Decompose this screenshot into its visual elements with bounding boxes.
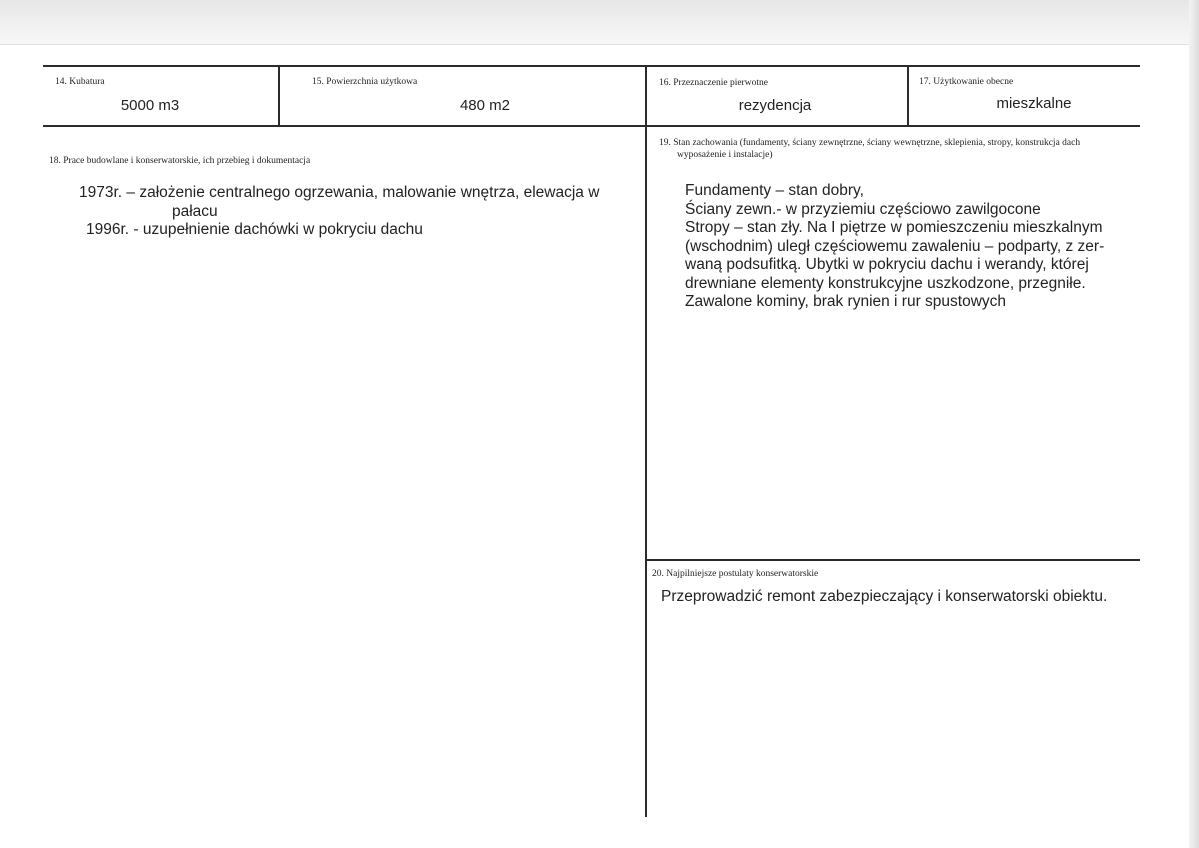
row1-bottom-rule bbox=[43, 125, 1140, 127]
divider-16-17 bbox=[907, 65, 909, 127]
field-19-label-line: wyposażenie i instalacje) bbox=[677, 150, 773, 160]
field-15-label: 15. Powierzchnia użytkowa bbox=[312, 77, 418, 87]
field-19-line: waną podsufitką. Ubytki w pokryciu dachu i werandy, której bbox=[685, 256, 1089, 273]
field-19-line: drewniane elementy konstrukcyjne uszkodzone, przegniłe. bbox=[685, 274, 1086, 292]
field-14-value: 5000 m3 bbox=[120, 97, 180, 114]
field-19-line: Zawalone kominy, brak rynien i rur spustowych bbox=[685, 293, 1007, 310]
top-rule bbox=[43, 65, 1140, 67]
field-15-value: 480 m2 bbox=[459, 97, 511, 114]
scan-right-edge bbox=[1189, 0, 1199, 848]
field-19-text bbox=[685, 182, 1135, 312]
field-20-text: Przeprowadzić remont zabezpieczający i konserwatorski obiektu. bbox=[661, 588, 1108, 605]
field-19-label-line: 19. Stan zachowania (fundamenty, ściany zewnętrzne, ściany wewnętrzne, sklepienia, stropy, konstrukcja dach bbox=[659, 138, 1081, 148]
field-19-line: Ściany zewn.- w przyziemiu częściowo zawilgocone bbox=[685, 200, 1041, 218]
field-19-line: Fundamenty – stan dobry, bbox=[685, 182, 864, 199]
field-18-line: pałacu bbox=[172, 202, 218, 220]
field-19-label bbox=[659, 137, 1080, 161]
scan-top-edge bbox=[0, 0, 1199, 45]
field-18-line: 1973r. – założenie centralnego ogrzewania, malowanie wnętrza, elewacja w bbox=[79, 184, 600, 201]
field-14-label: 14. Kubatura bbox=[55, 77, 105, 87]
divider-14-15 bbox=[278, 65, 280, 127]
field-18-line: 1996r. - uzupełnienie dachówki w pokryciu dachu bbox=[86, 221, 423, 238]
field-16-value: rezydencja bbox=[738, 97, 812, 114]
row-20-rule bbox=[645, 559, 1140, 561]
field-16-label: 16. Przeznaczenie pierwotne bbox=[659, 78, 768, 88]
divider-main bbox=[645, 65, 647, 817]
field-19-line: Stropy – stan zły. Na I piętrze w pomieszczeniu mieszkalnym bbox=[685, 219, 1103, 236]
field-17-value: mieszkalne bbox=[996, 95, 1072, 112]
field-20-label: 20. Najpilniejsze postulaty konserwatorskie bbox=[652, 569, 819, 579]
field-18-label: 18. Prace budowlane i konserwatorskie, ich przebieg i dokumentacja bbox=[49, 156, 311, 166]
field-17-label: 17. Użytkowanie obecne bbox=[919, 77, 1014, 87]
field-19-line: (wschodnim) uległ częściowemu zawaleniu – podparty, z zer- bbox=[685, 237, 1105, 255]
field-18-text bbox=[60, 184, 630, 240]
